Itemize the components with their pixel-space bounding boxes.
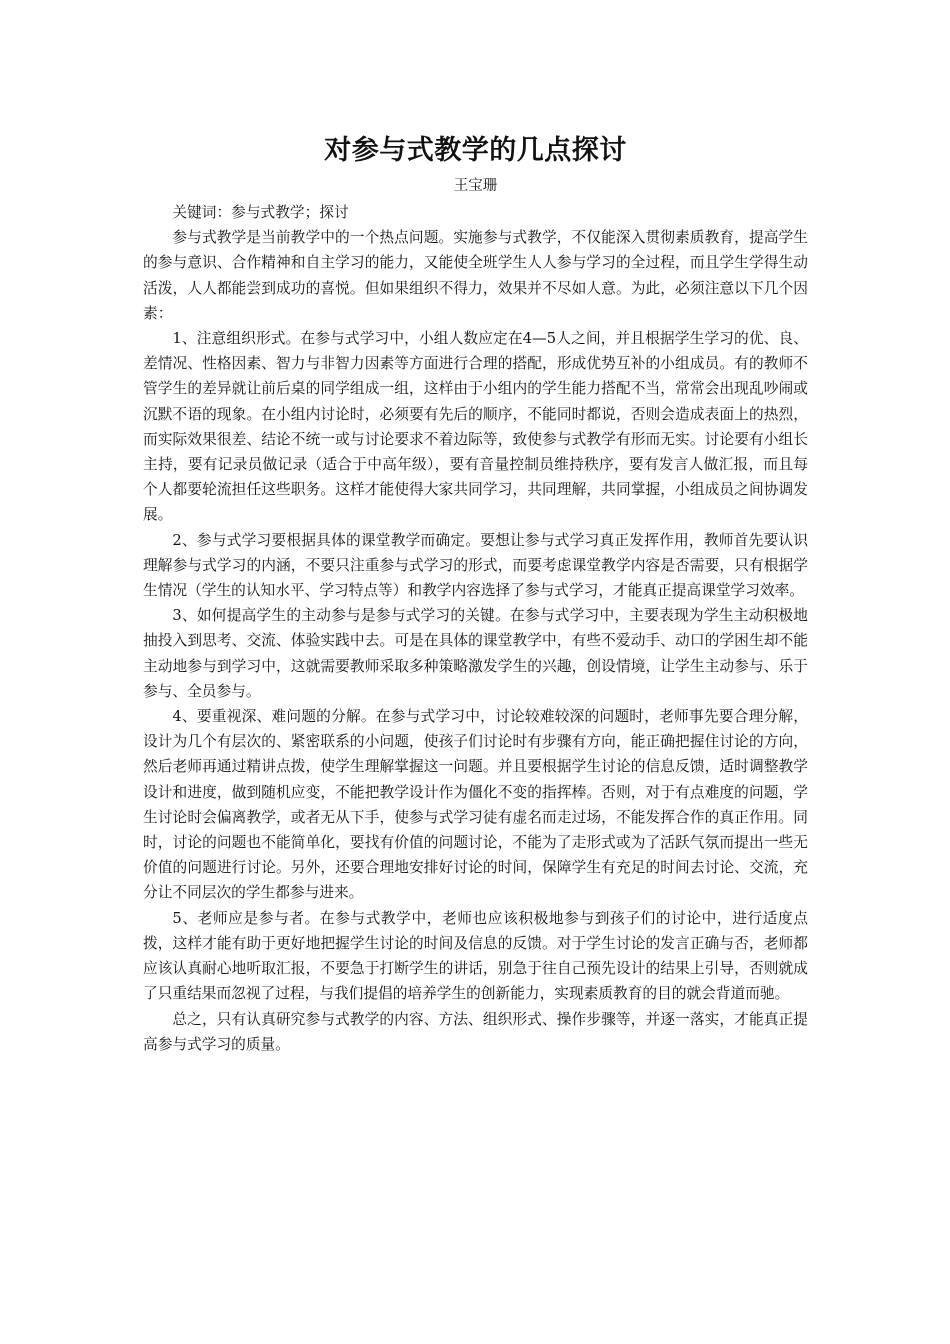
intro-paragraph: 参与式教学是当前教学中的一个热点问题。实施参与式教学，不仅能深入贯彻素质教育，提高学生的参与意识、合作精神和自主学习的能力，又能使全班学生人人参与学习的全过程，而且学生学得生动活泼，人人都能尝到成功的喜悦。但如果组织不得力，效果并不尽如人意。为此，必须注意以下几个因素： — [143, 229, 808, 322]
point-paragraph-1: 1、注意组织形式。在参与式学习中，小组人数应定在4—5人之间，并且根据学生学习的优、良、差情况、性格因素、智力与非智力因素等方面进行合理的搭配，形成优势互补的小组成员。有的教师不管学生的差异就让前后桌的同学组成一组，这样由于小组内的学生能力搭配不当，常常会出现乱吵闹或沉默不语的现象。在小组内讨论时，必须要有先后的顺序，不能同时都说，否则会造成表面上的热烈，而实际效果很差、结论不统一或与讨论要求不着边际等，致使参与式教学有形而无实。讨论要有小组长主持，要有记录员做记录（适合于中高年级），要有音量控制员维持秩序，要有发言人做汇报，而且每个人都要轮流担任这些职务。这样才能使得大家共同学习，共同理解，共同掌握，小组成员之间协调发展。 — [143, 330, 808, 524]
point-paragraph-4: 4、要重视深、难问题的分解。在参与式学习中，讨论较难较深的问题时，老师事先要合理分解，设计为几个有层次的、紧密联系的小问题，使孩子们讨论时有步骤有方向，能正确把握住讨论的方向，然后老师再通过精讲点拨，使学生理解掌握这一问题。并且要根据学生讨论的信息反馈，适时调整教学设计和进度，做到随机应变，不能把教学设计作为僵化不变的指挥棒。否则，对于有点难度的问题，学生讨论时会偏离教学，或者无从下手，使参与式学习徒有虚名而走过场，不能发挥合作的真正作用。同时，讨论的问题也不能简单化，要找有价值的问题讨论，不能为了走形式或为了活跃气氛而提出一些无价值的问题进行讨论。另外，还要合理地安排好讨论的时间，保障学生有充足的时间去讨论、交流，充分让不同层次的学生都参与进来。 — [143, 708, 808, 902]
author-name: 王宝珊 — [453, 178, 498, 194]
keywords-line: 关键词：参与式教学；探讨 — [172, 204, 349, 221]
document-body — [143, 128, 808, 1057]
conclusion-paragraph: 总之，只有认真研究参与式教学的内容、方法、组织形式、操作步骤等，并逐一落实，才能真正提高参与式学习的质量。 — [143, 1010, 808, 1053]
point-paragraph-5: 5、老师应是参与者。在参与式教学中，老师也应该积极地参与到孩子们的讨论中，进行适度点拨，这样才能有助于更好地把握学生讨论的时间及信息的反馈。对于学生讨论的发言正确与否，老师都应该认真耐心地听取汇报，不要急于打断学生的讲话，别急于往自己预先设计的结果上引导，否则就成了只重结果而忽视了过程，与我们提倡的培养学生的创新能力，实现素质教育的目的就会背道而驰。 — [143, 909, 808, 1003]
document-title: 对参与式教学的几点探讨 — [324, 135, 627, 166]
point-paragraph-3: 3、如何提高学生的主动参与是参与式学习的关键。在参与式学习中，主要表现为学生主动积极地抽投入到思考、交流、体验实践中去。可是在具体的课堂教学中，有些不爱动手、动口的学困生却不能主动地参与到学习中，这就需要教师采取多种策略激发学生的兴趣，创设情境，让学生主动参与、乐于参与、全员参与。 — [143, 607, 808, 700]
point-paragraph-2: 2、参与式学习要根据具体的课堂教学而确定。要想让参与式学习真正发挥作用，教师首先要认识理解参与式学习的内涵，不要只注重参与式学习的形式，而要考虑课堂教学内容是否需要，只有根据学生情况（学生的认知水平、学习特点等）和教学内容选择了参与式学习，才能真正提高课堂学习效率。 — [143, 531, 808, 600]
